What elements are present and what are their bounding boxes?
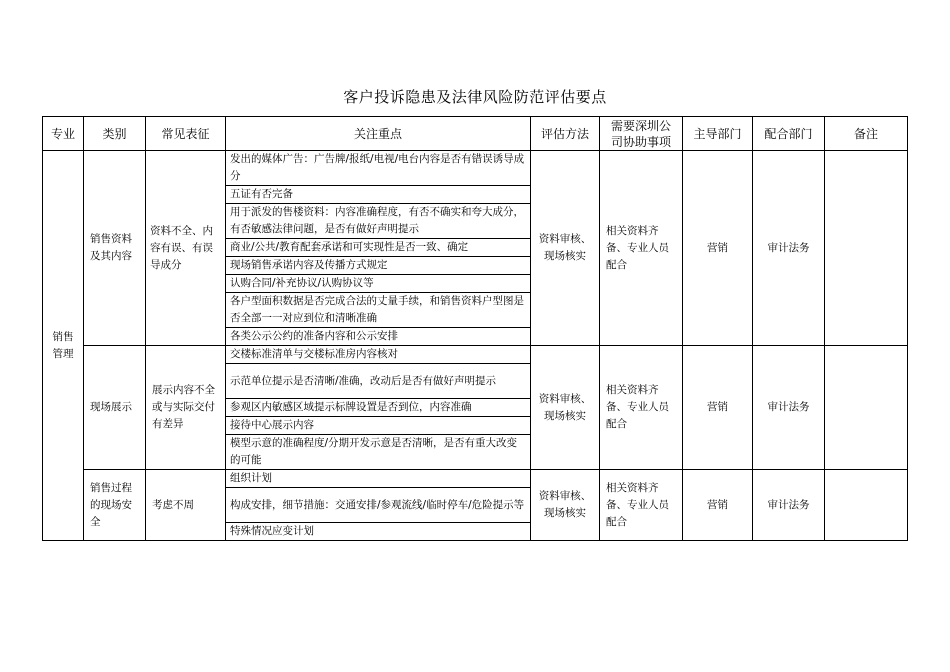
header-assist: 需要深圳公司协助事项 [600, 117, 683, 151]
focus-item: 五证有否完备 [226, 186, 531, 204]
table-row [43, 470, 908, 488]
risk-assessment-table [42, 116, 908, 541]
table-row [43, 346, 908, 364]
focus-item: 各类公示公约的准备内容和公示安排 [226, 328, 531, 346]
header-focus: 关注重点 [226, 117, 531, 151]
lead-cell: 营销 [683, 151, 753, 346]
symptoms-cell: 考虑不周 [146, 470, 226, 541]
header-symptoms: 常见表征 [146, 117, 226, 151]
focus-item: 示范单位提示是否清晰/准确，改动后是否有做好声明提示 [226, 364, 531, 399]
focus-item: 各户型面积数据是否完成合法的丈量手续，和销售资料户型图是否全部一一对应到位和清晰准确 [226, 293, 531, 328]
focus-item: 参观区内敏感区域提示标牌设置是否到位，内容准确 [226, 399, 531, 417]
assist-cell: 相关资料齐备、专业人员配合 [600, 151, 683, 346]
assist-cell: 相关资料齐备、专业人员配合 [600, 470, 683, 541]
header-remark: 备注 [825, 117, 908, 151]
focus-item: 接待中心展示内容 [226, 417, 531, 435]
major-cell: 销售管理 [43, 151, 84, 541]
focus-item: 构成安排，细节措施：交通安排/参观流线/临时停车/危险提示等 [226, 488, 531, 523]
focus-item: 认购合同/补充协议/认购协议等 [226, 275, 531, 293]
cooperate-cell: 审计法务 [753, 346, 825, 470]
symptoms-cell: 展示内容不全或与实际交付有差异 [146, 346, 226, 470]
focus-item: 现场销售承诺内容及传播方式规定 [226, 257, 531, 275]
category-cell: 销售过程的现场安全 [84, 470, 146, 541]
focus-item: 用于派发的售楼资料：内容准确程度，有否不确实和夸大成分，有否敏感法律问题，是否有做好声明提示 [226, 204, 531, 239]
symptoms-cell: 资料不全、内容有误、有误导成分 [146, 151, 226, 346]
remark-cell [825, 151, 908, 346]
remark-cell [825, 346, 908, 470]
cooperate-cell: 审计法务 [753, 470, 825, 541]
method-cell: 资料审核、现场核实 [531, 151, 600, 346]
header-lead: 主导部门 [683, 117, 753, 151]
lead-cell: 营销 [683, 346, 753, 470]
remark-cell [825, 470, 908, 541]
header-method: 评估方法 [531, 117, 600, 151]
method-cell: 资料审核、现场核实 [531, 346, 600, 470]
focus-item: 特殊情况应变计划 [226, 523, 531, 541]
document-title: 客户投诉隐患及法律风险防范评估要点 [343, 88, 607, 106]
header-cooperate: 配合部门 [753, 117, 825, 151]
focus-item: 组织计划 [226, 470, 531, 488]
cooperate-cell: 审计法务 [753, 151, 825, 346]
category-cell: 销售资料及其内容 [84, 151, 146, 346]
focus-item: 交楼标准清单与交楼标准房内容核对 [226, 346, 531, 364]
focus-item: 模型示意的准确程度/分期开发示意是否清晰，是否有重大改变的可能 [226, 435, 531, 470]
table-row [43, 151, 908, 186]
header-major: 专业 [43, 117, 84, 151]
header-category: 类别 [84, 117, 146, 151]
method-cell: 资料审核、现场核实 [531, 470, 600, 541]
header-row [43, 117, 908, 151]
lead-cell: 营销 [683, 470, 753, 541]
focus-item: 商业/公共/教育配套承诺和可实现性是否一致、确定 [226, 239, 531, 257]
category-cell: 现场展示 [84, 346, 146, 470]
assist-cell: 相关资料齐备、专业人员配合 [600, 346, 683, 470]
focus-item: 发出的媒体广告：广告牌/报纸/电视/电台内容是否有错误诱导成分 [226, 151, 531, 186]
